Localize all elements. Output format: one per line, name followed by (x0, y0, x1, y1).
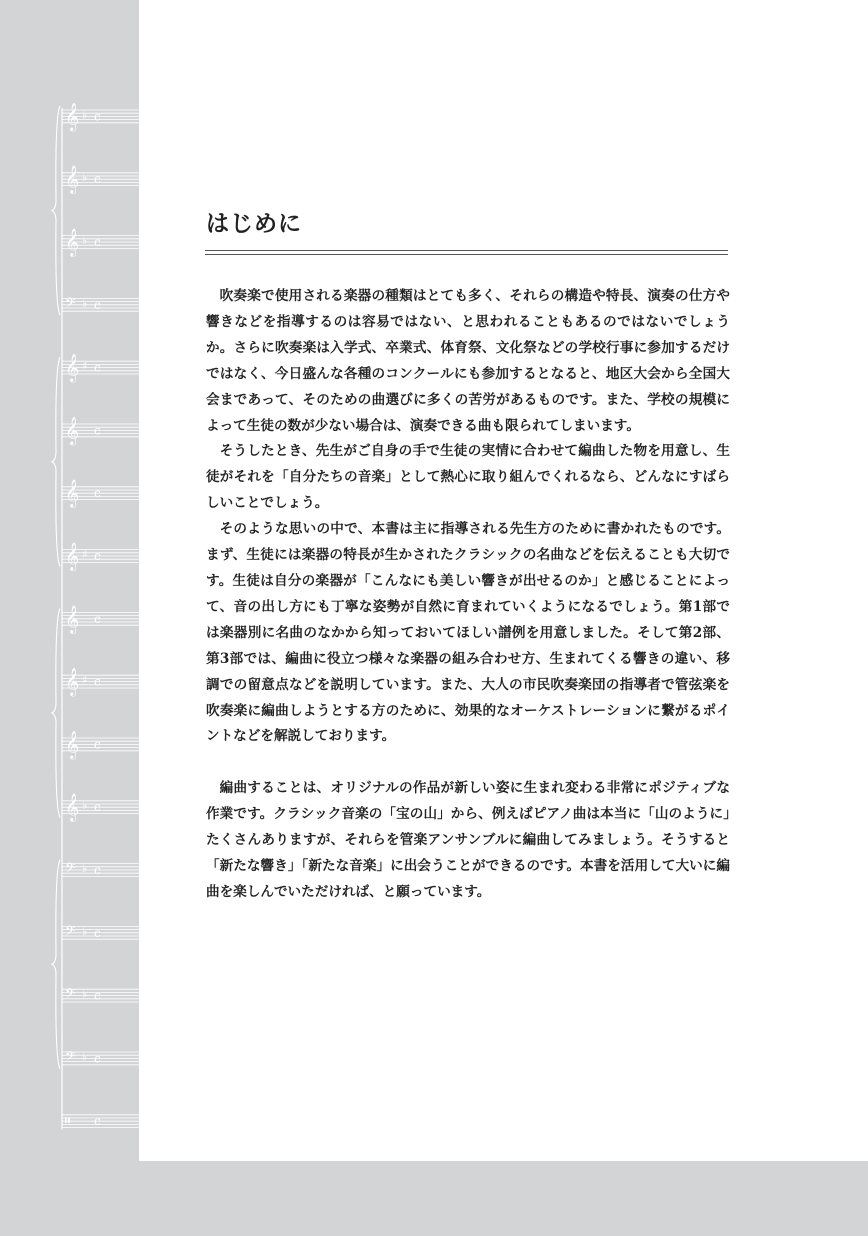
key-signature-icon: ♭ (82, 234, 88, 247)
clef-bass-icon: 𝄢 (65, 294, 76, 314)
title-rule-top (205, 250, 728, 251)
key-signature-icon: ♯ (82, 673, 88, 687)
brace-icon (52, 860, 60, 1069)
clef-treble-icon: 𝄞 (65, 102, 80, 131)
key-signature-icon: ♭ (82, 799, 88, 813)
clef-treble-icon: 𝄞 (65, 542, 80, 570)
brace-icon (52, 357, 60, 566)
key-signature-icon: ♯ (82, 548, 88, 561)
paragraph-3: そのような思いの中で、本書は主に指導される先生方のために書かれたものです。まず、生徒には楽器の特長が生かされたクラシックの名曲などを伝えることも大切です。生徒は自分の楽器が「こんなにも美しい響きが出せるのか」と感じることによって、音の出し方にも丁寧な姿勢が自然に育まれていくようになるでしょう。第1部では楽器別に名曲のなかから知っておいてほしい譜例を用意しました。そして第2部、第3部では、編曲に役立つ様々な楽器の組み合わせ方、生まれてくる響きの違い、移調での留意点などを説明しています。また、大人の市民吹奏楽団の指導者で管弦楽を吹奏楽に編曲しようとする方のために、効果的なオーケストレーションに繋がるポイントなどを解説しております。 (206, 521, 730, 745)
time-signature: c (94, 1051, 101, 1066)
brace-icon (52, 608, 60, 817)
time-signature: c (94, 925, 101, 940)
clef-percussion-icon: 𝄥 (65, 1111, 70, 1131)
paragraph-4: 編曲することは、オリジナルの作品が新しい姿に生まれ変わる非常にポジティブな作業です。クラシック音楽の「宝の山」から、例えばピアノ曲は本当に「山のように」たくさんありますが、それらを管楽アンサンブルに編曲してみましょう。そうすると「新たな響き」「新たな音楽」に出会うことができるのです。本書を活用して大いに編曲を楽しんでいただければ、と願っています。 (206, 780, 730, 900)
time-signature: c (94, 1114, 101, 1129)
clef-treble-icon: 𝄞 (65, 604, 80, 633)
bottom-band-decoration (0, 1161, 868, 1236)
time-signature: c (94, 674, 101, 689)
time-signature: c (94, 423, 101, 438)
key-signature-icon: ♭ (82, 924, 88, 938)
clef-treble-icon: 𝄞 (65, 165, 80, 194)
key-signature-icon: ♭ (82, 296, 88, 310)
clef-treble-icon: 𝄞 (65, 416, 80, 445)
music-score-decoration (0, 0, 139, 1160)
paragraph-1: 吹奏楽で使用される楽器の種類はとても多く、それらの構造や特長、演奏の仕方や響きなどを指導するのは容易ではない、と思われることもあるのではないでしょうか。さらに吹奏楽は入学式、卒業式、体育祭、文化祭などの学校行事に参加するだけではなく、今日盛んな各種のコンクールにも参加するとなると、地区大会から全国大会まであって、そのための曲選びに多くの苦労があるものです。また、学校の規模によって生徒の数が少ない場合は、演奏できる曲も限られてしまいます。 (206, 288, 730, 434)
time-signature: c (94, 611, 101, 626)
time-signature: c (94, 549, 101, 563)
key-signature-icon: ♭ (82, 171, 88, 185)
page-title: はじめに (206, 211, 302, 237)
clef-treble-icon: 𝄞 (65, 667, 80, 696)
clef-treble-icon: 𝄞 (65, 228, 80, 256)
clef-treble-icon: 𝄞 (65, 479, 80, 508)
clef-treble-icon: 𝄞 (65, 793, 80, 822)
time-signature: c (94, 172, 101, 187)
clef-treble-icon: 𝄞 (65, 730, 80, 759)
key-signature-icon: ♭ (82, 108, 88, 122)
clef-bass-icon: 𝄢 (65, 860, 76, 879)
key-signature-icon: ♭ (82, 862, 88, 875)
clef-bass-icon: 𝄢 (65, 922, 76, 942)
time-signature: c (94, 109, 101, 124)
time-signature: c (94, 235, 101, 249)
paragraph-2: そうしたとき、先生がご自身の手で生徒の実情に合わせて編曲した物を用意し、生徒がそれを「自分たちの音楽」として熱心に取り組んでくれるなら、どんなにすばらしいことでしょう。 (206, 443, 730, 512)
key-signature-icon: ♭ (82, 987, 88, 1001)
clef-bass-icon: 𝄢 (65, 1048, 76, 1068)
body-text (206, 284, 730, 906)
title-rule-bottom (205, 254, 728, 255)
clef-bass-icon: 𝄢 (65, 985, 76, 1005)
time-signature: c (94, 863, 101, 877)
time-signature: c (94, 486, 101, 501)
brace-icon (52, 106, 60, 315)
time-signature: c (94, 737, 101, 752)
key-signature-icon: ♯ (82, 359, 88, 373)
clef-treble-icon: 𝄞 (65, 353, 80, 382)
time-signature: c (94, 988, 101, 1003)
time-signature: c (94, 360, 101, 375)
time-signature: c (94, 800, 101, 815)
time-signature: c (94, 297, 101, 312)
key-signature-icon: ♭ (82, 1050, 88, 1064)
